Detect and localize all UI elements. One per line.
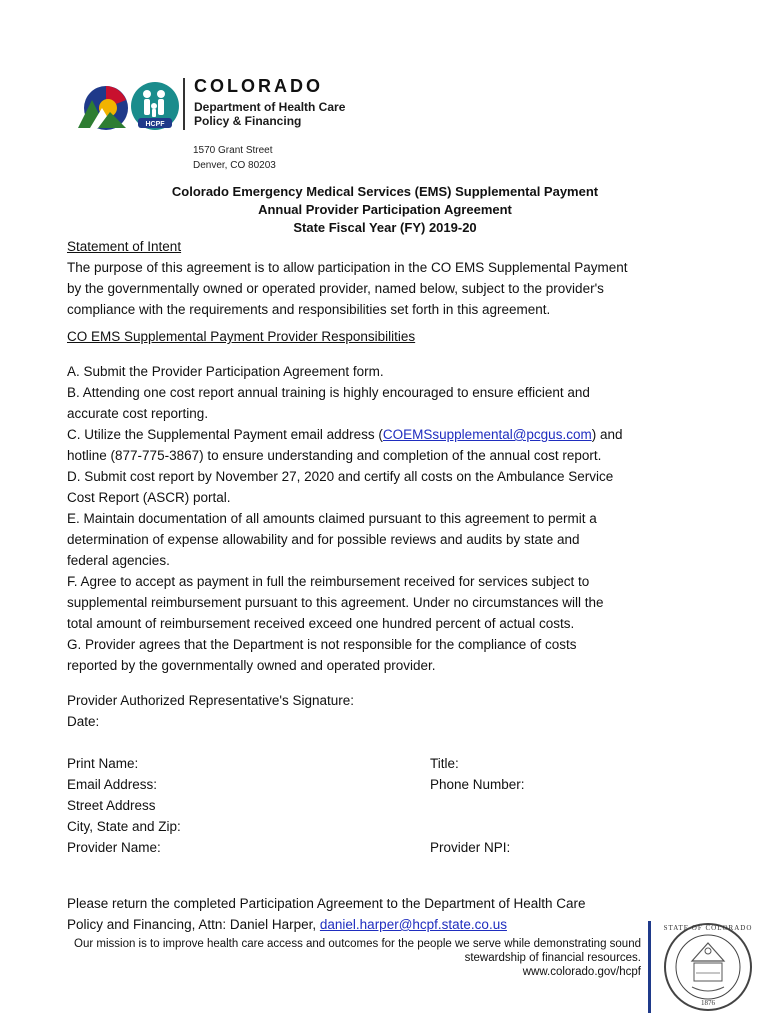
hcpf-family-icon [130, 78, 180, 134]
department-line-2: Policy & Financing [194, 114, 302, 128]
signature-label: Provider Authorized Representative's Signature: [67, 693, 354, 708]
item-c-pre: C. Utilize the Supplemental Payment email address ( [67, 427, 383, 442]
item-d-line-1: D. Submit cost report by November 27, 2020 and certify all costs on the Ambulance Service [67, 469, 614, 484]
intent-line-3: compliance with the requirements and responsibilities set forth in this agreement. [67, 302, 551, 317]
signature-block [67, 690, 354, 732]
item-b-line-1: B. Attending one cost report annual training is highly encouraged to ensure efficient and [67, 385, 590, 400]
closing-attn: Policy and Financing, Attn: Daniel Harper, [67, 917, 320, 932]
footer-accent-bar [648, 921, 651, 1013]
phone-number-label: Phone Number: [430, 777, 525, 792]
title-line-1: Colorado Emergency Medical Services (EMS) Supplemental Payment [171, 184, 599, 199]
address-line-1: 1570 Grant Street [193, 145, 273, 156]
intent-heading: Statement of Intent [67, 239, 182, 254]
item-c-line-2: hotline (877-775-3867) to ensure understanding and completion of the annual cost report. [67, 448, 602, 463]
intent-line-2: by the governmentally owned or operated provider, named below, subject to the provider's [67, 281, 604, 296]
intent-line-1: The purpose of this agreement is to allow participation in the CO EMS Supplemental Payment [67, 260, 628, 275]
department-line-1: Department of Health Care [194, 100, 346, 114]
provider-name-label: Provider Name: [67, 840, 161, 855]
item-f-line-2: supplemental reimbursement pursuant to this agreement. Under no circumstances will the [67, 595, 604, 610]
item-e-line-1: E. Maintain documentation of all amounts claimed pursuant to this agreement to permit a [67, 511, 597, 526]
seal-year: 1876 [701, 999, 715, 1007]
closing-paragraph [67, 893, 586, 935]
item-c-line-1 [67, 424, 622, 445]
provider-fields-left [67, 753, 181, 858]
item-d-line-2: Cost Report (ASCR) portal. [67, 490, 231, 505]
item-g-line-2: reported by the governmentally owned and operated provider. [67, 658, 436, 673]
closing-line-1: Please return the completed Participation Agreement to the Department of Health Care [67, 896, 586, 911]
brand-name: COLORADO [194, 76, 323, 96]
seal-text-top: STATE OF COLORADO [663, 924, 753, 932]
svg-text:HCPF: HCPF [145, 121, 165, 128]
responsibilities-list [67, 361, 622, 676]
item-a: A. Submit the Provider Participation Agreement form. [67, 364, 384, 379]
item-c-post: ) and [591, 427, 623, 442]
document-title [0, 183, 770, 237]
coems-email-link[interactable]: COEMSsupplemental@pcgus.com [382, 427, 592, 442]
mission-line-1: Our mission is to improve health care access and outcomes for the people we serve while demonstrating sound [74, 938, 641, 950]
email-address-label: Email Address: [67, 777, 158, 792]
address-block [193, 143, 276, 173]
harper-email-link[interactable]: daniel.harper@hcpf.state.co.us [319, 917, 507, 932]
item-e-line-3: federal agencies. [67, 553, 170, 568]
item-f-line-1: F. Agree to accept as payment in full the reimbursement received for services subject to [67, 574, 590, 589]
state-seal [662, 921, 754, 1013]
logo-divider [183, 78, 185, 130]
closing-line-2 [67, 914, 586, 935]
provider-npi-label: Provider NPI: [430, 840, 511, 855]
title-line-3: State Fiscal Year (FY) 2019-20 [293, 220, 477, 235]
address-line-2: Denver, CO 80203 [193, 160, 276, 171]
colorado-flag-logo-icon [76, 78, 128, 134]
print-name-label: Print Name: [67, 756, 139, 771]
street-address-label: Street Address [67, 798, 156, 813]
intent-section [67, 236, 628, 320]
department-name [194, 100, 345, 128]
item-e-line-2: determination of expense allowability and for possible reviews and audits by state and [67, 532, 580, 547]
item-b-line-2: accurate cost reporting. [67, 406, 209, 421]
mission-line-2: stewardship of financial resources. [464, 952, 641, 964]
item-f-line-3: total amount of reimbursement received exceed one hundred percent of actual costs. [67, 616, 575, 631]
city-state-zip-label: City, State and Zip: [67, 819, 181, 834]
mission-statement [66, 937, 641, 979]
title-line-2: Annual Provider Participation Agreement [258, 202, 512, 217]
item-g-line-1: G. Provider agrees that the Department is not responsible for the compliance of costs [67, 637, 577, 652]
responsibilities-heading-text: CO EMS Supplemental Payment Provider Responsibilities [67, 329, 416, 344]
hcpf-logo [76, 74, 376, 134]
title-label: Title: [430, 756, 459, 771]
website: www.colorado.gov/hcpf [522, 966, 641, 978]
responsibilities-heading [67, 326, 415, 347]
date-label: Date: [67, 714, 100, 729]
